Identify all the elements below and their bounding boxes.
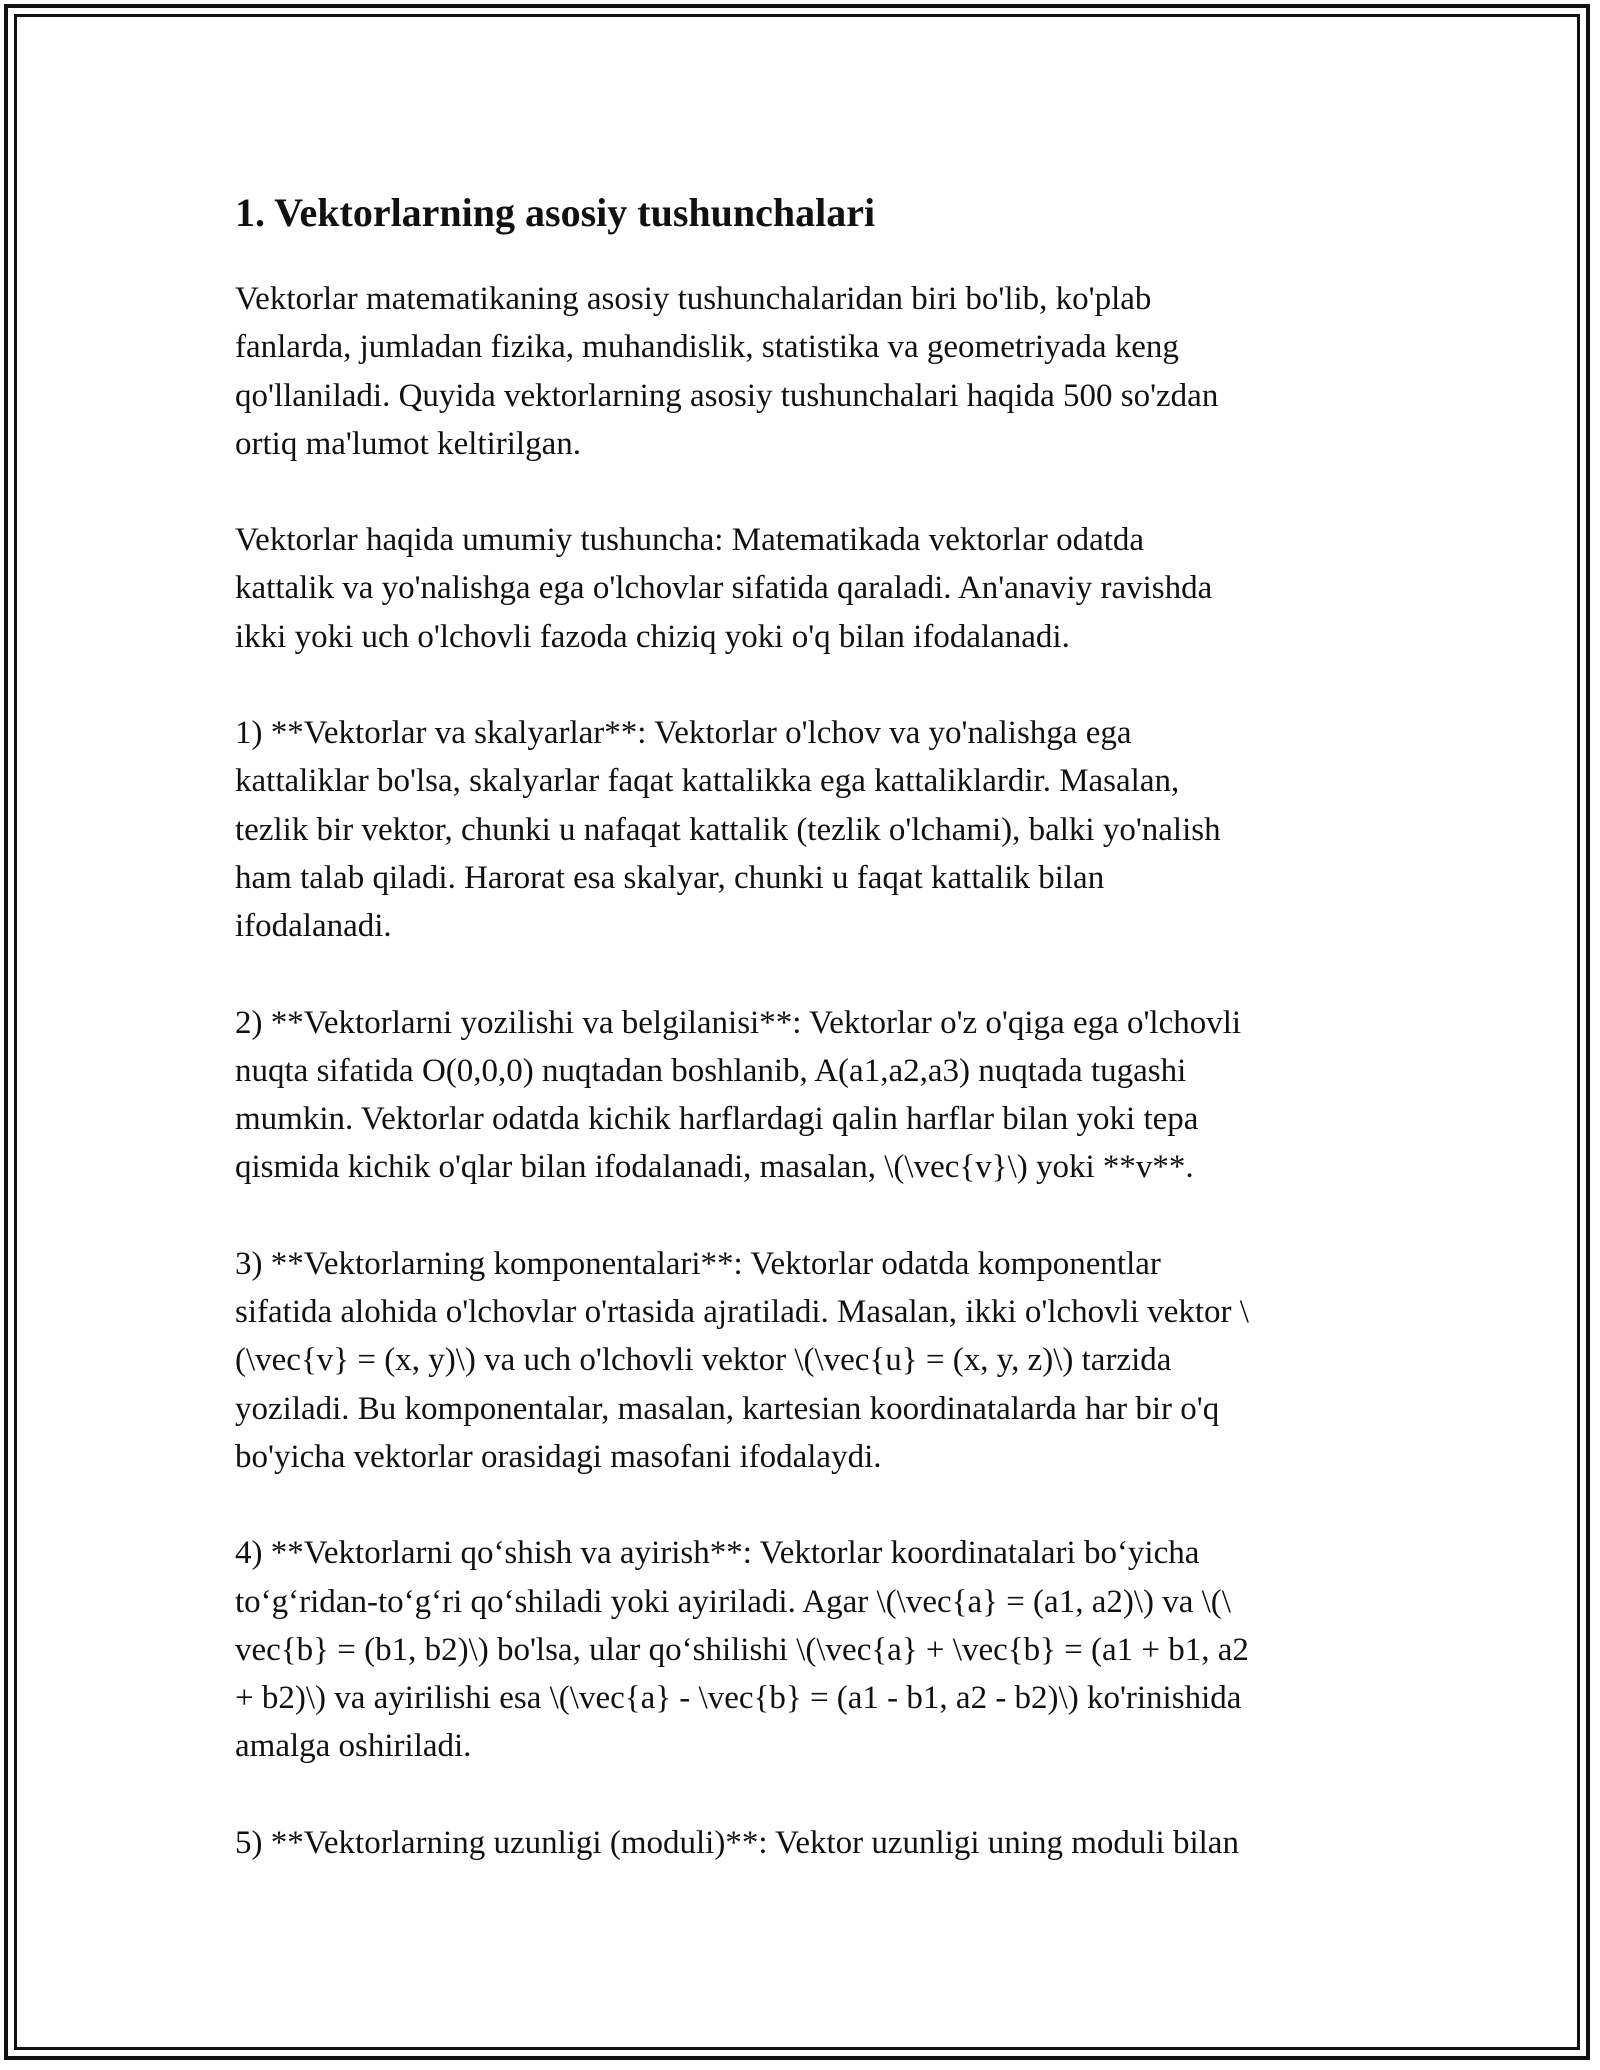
paragraph [235, 709, 1365, 950]
text-line: qismida kichik o'qlar bilan ifodalanadi, masalan, \(\vec{v}\) yoki **v**. [235, 1149, 1194, 1186]
text-line: qo'llaniladi. Quyida vektorlarning asosiy tushunchalari haqida 500 so'zdan [235, 377, 1219, 414]
paragraph [235, 1529, 1365, 1770]
text-line: kattalik va yo'nalishga ega o'lchovlar sifatida qaraladi. An'anaviy ravishda [235, 570, 1213, 607]
text-line: tezlik bir vektor, chunki u nafaqat kattalik (tezlik o'lchami), balki yo'nalish [235, 811, 1221, 848]
paragraph-list [235, 275, 1365, 1867]
text-line: + b2)\) va ayirilishi esa \(\vec{a} - \vec{b} = (a1 - b1, a2 - b2)\) ko'rinishida [235, 1680, 1242, 1717]
text-line: Vektorlar haqida umumiy tushuncha: Matematikada vektorlar odatda [235, 522, 1145, 559]
paragraph [235, 516, 1365, 661]
text-line: Vektorlar matematikaning asosiy tushunchalaridan biri bo'lib, ko'plab [235, 281, 1152, 317]
paragraph [235, 1240, 1365, 1481]
text-line: 1) **Vektorlar va skalyarlar**: Vektorlar o'lchov va yo'nalishga ega [235, 715, 1132, 752]
text-line: mumkin. Vektorlar odatda kichik harflardagi qalin harflar bilan yoki tepa [235, 1101, 1199, 1138]
text-line: 3) **Vektorlarning komponentalari**: Vektorlar odatda komponentlar [235, 1245, 1161, 1282]
text-line: (\vec{v} = (x, y)\) va uch o'lchovli vektor \(\vec{u} = (x, y, z)\) tarzida [235, 1342, 1172, 1379]
document-body [235, 185, 1365, 1915]
text-line: ham talab qiladi. Harorat esa skalyar, chunki u faqat kattalik bilan [235, 859, 1105, 896]
text-line: 4) **Vektorlarni qo‘shish va ayirish**: Vektorlar koordinatalari bo‘yicha [235, 1535, 1200, 1572]
text-line: yoziladi. Bu komponentalar, masalan, kartesian koordinatalarda har bir o'q [235, 1390, 1220, 1427]
section-heading: 1. Vektorlarning asosiy tushunchalari [235, 190, 876, 235]
paragraph [235, 999, 1365, 1192]
text-line: 2) **Vektorlarni yozilishi va belgilanisi**: Vektorlar o'z o'qiga ega o'lchovli [235, 1004, 1242, 1041]
text-line: 5) **Vektorlarning uzunligi (moduli)**: Vektor uzunligi uning moduli bilan [235, 1824, 1239, 1861]
paragraph [235, 1819, 1365, 1867]
text-line: ifodalanadi. [235, 908, 392, 945]
text-line: nuqta sifatida O(0,0,0) nuqtadan boshlanib, A(a1,a2,a3) nuqtada tugashi [235, 1052, 1187, 1089]
text-line: fanlarda, jumladan fizika, muhandislik, statistika va geometriyada keng [235, 329, 1179, 366]
paragraph [235, 275, 1365, 468]
text-line: to‘g‘ridan-to‘g‘ri qo‘shiladi yoki ayiriladi. Agar \(\vec{a} = (a1, a2)\) va \(\ [235, 1583, 1231, 1620]
text-line: amalga oshiriladi. [235, 1728, 472, 1765]
text-line: kattaliklar bo'lsa, skalyarlar faqat kattalikka ega kattaliklardir. Masalan, [235, 763, 1180, 800]
text-line: vec{b} = (b1, b2)\) bo'lsa, ular qo‘shilishi \(\vec{a} + \vec{b} = (a1 + b1, a2 [235, 1631, 1249, 1668]
text-line: bo'yicha vektorlar orasidagi masofani ifodalaydi. [235, 1438, 882, 1475]
text-line: ikki yoki uch o'lchovli fazoda chiziq yoki o'q bilan ifodalanadi. [235, 618, 1070, 655]
text-line: sifatida alohida o'lchovlar o'rtasida ajratiladi. Masalan, ikki o'lchovli vektor \ [235, 1294, 1249, 1331]
text-line: ortiq ma'lumot keltirilgan. [235, 425, 581, 462]
